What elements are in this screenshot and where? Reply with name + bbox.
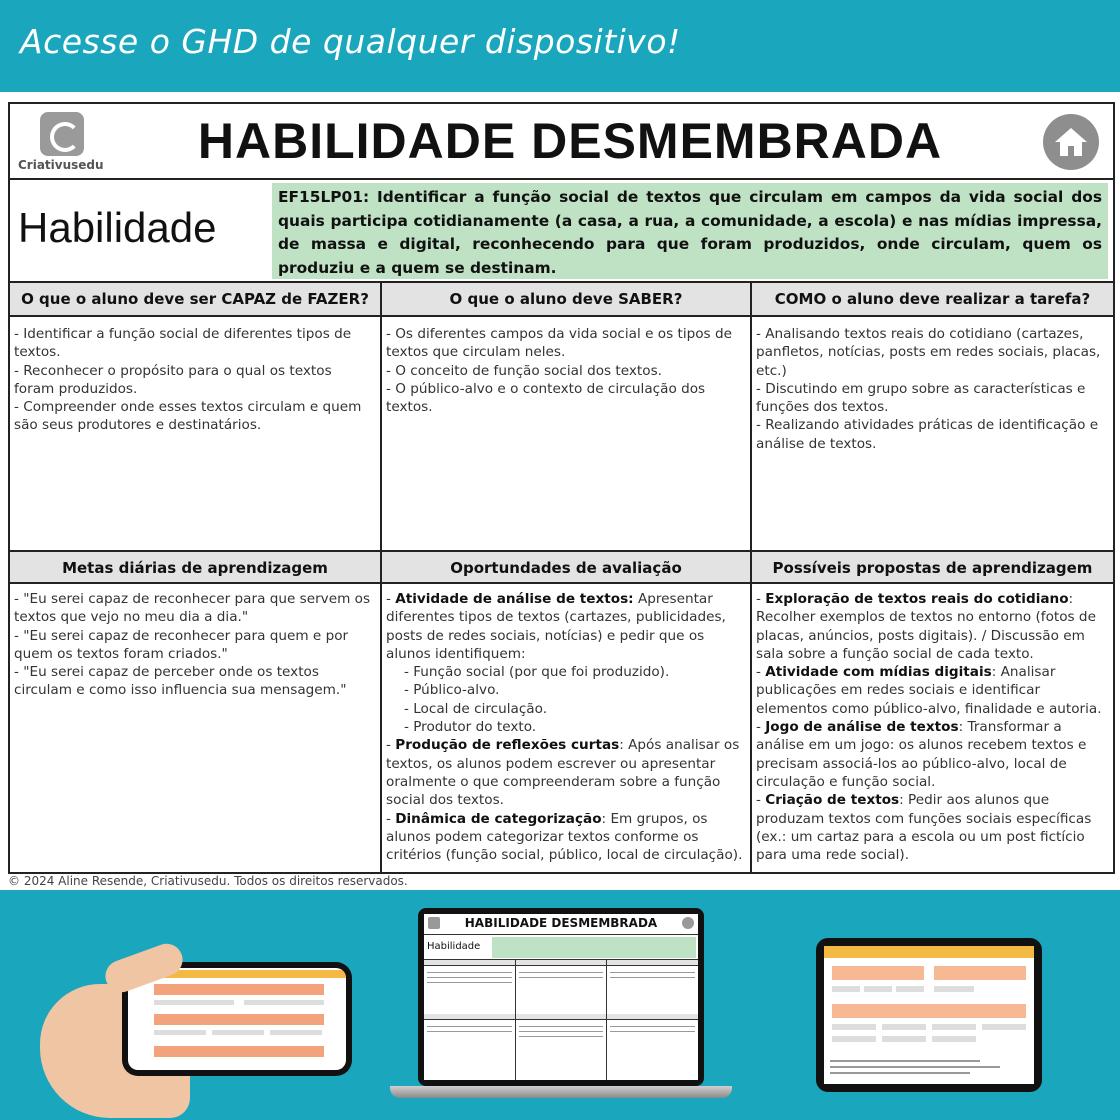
laptop-skill-box xyxy=(492,937,696,958)
laptop-base xyxy=(390,1086,732,1098)
laptop-cell-head xyxy=(516,1014,606,1020)
home-icon xyxy=(1053,124,1089,160)
phone-screen xyxy=(128,968,346,1070)
phone-block xyxy=(154,984,324,995)
copyright: © 2024 Aline Resende, Criativusedu. Todos os direitos reservados. xyxy=(8,874,408,888)
skill-label: Habilidade xyxy=(18,204,217,251)
skill-document xyxy=(8,102,1115,874)
tablet-text-line xyxy=(830,1072,970,1074)
tablet-text-line xyxy=(830,1066,1000,1068)
laptop-cell xyxy=(424,960,515,1080)
item-text: : Pedir aos alunos que produzam textos com funções sociais específicas (ex.: um cartaz para a escola ou um post fictício para uma rede social). xyxy=(756,792,1092,864)
column-header: Possíveis propostas de aprendizagem xyxy=(752,550,1113,584)
tablet-pill xyxy=(832,986,860,992)
tablet-pill xyxy=(832,1024,876,1030)
item-title: Produção de reflexões curtas xyxy=(395,737,620,754)
laptop-text-line xyxy=(427,982,512,983)
tablet-pill xyxy=(864,986,892,992)
item-text: : Após analisar os textos, os alunos podem escrever ou apresentar oralmente o que compreenderam sobre a função social dos textos. xyxy=(386,737,740,809)
list-item: - Compreender onde esses textos circulam e quem são seus produtores e destinatários. xyxy=(14,399,362,434)
sub-item: - Local de circulação. xyxy=(404,700,548,717)
phone-pill xyxy=(212,1030,264,1035)
list-item: - Identificar a função social de diferentes tipos de textos. xyxy=(14,326,352,361)
laptop-cell-head xyxy=(424,960,515,966)
laptop-text-line xyxy=(427,1031,512,1032)
phone-pill xyxy=(154,1030,206,1035)
item-title: Dinâmica de categorização xyxy=(395,810,602,827)
tablet-block xyxy=(832,1004,1026,1018)
laptop-cell xyxy=(606,960,698,1080)
column-header: O que o aluno deve ser CAPAZ de FAZER? xyxy=(10,283,380,317)
item-text: : Em grupos, os alunos podem categorizar textos conforme os critérios (função social, público, local de circulação). xyxy=(386,810,743,864)
tablet-block xyxy=(832,966,924,980)
list-item: - "Eu serei capaz de perceber onde os textos circulam e como isso influencia sua mensagem." xyxy=(14,664,347,699)
skill-description: EF15LP01: Identificar a função social de textos que circulam em campos da vida social dos quais participa cotidianamente (a casa, a rua, a comunidade, a escola) e nas mídias impressa, de massa e digital, reconhecendo para que foram produzidos, onde circulam, quem os produziu e a quem se destinam. xyxy=(272,183,1108,279)
tablet-pill xyxy=(832,1036,876,1042)
phone-block xyxy=(154,1014,324,1025)
column-capaz xyxy=(10,283,380,872)
laptop-cell-head xyxy=(607,960,698,966)
home-button[interactable] xyxy=(1043,114,1099,170)
list-item: - Os diferentes campos da vida social e os tipos de textos que circulam neles. xyxy=(386,326,732,361)
sub-item: - Função social (por que foi produzido). xyxy=(404,664,670,681)
laptop-cell xyxy=(515,960,606,1080)
device-mockups xyxy=(0,890,1120,1120)
column-body xyxy=(10,317,380,550)
laptop-text-line xyxy=(519,1031,603,1032)
list-item: - Exploração de textos reais do cotidiano: Recolher exemplos de textos no entorno (fotos de placas, anúncios, posts digitais). / Discussão em sala sobre a função social de cada texto. xyxy=(756,591,1096,662)
laptop-text-line xyxy=(610,972,695,973)
column-header: O que o aluno deve SABER? xyxy=(382,283,750,317)
column-body xyxy=(382,317,750,550)
tablet-pill xyxy=(882,1024,926,1030)
laptop-text-line xyxy=(519,972,603,973)
tablet-block xyxy=(934,966,1026,980)
list-item: - Analisando textos reais do cotidiano (cartazes, panfletos, notícias, posts em redes sociais, placas, etc.) xyxy=(756,326,1101,379)
laptop-title: HABILIDADE DESMEMBRADA xyxy=(464,916,658,930)
tablet-text-line xyxy=(830,1060,980,1062)
list-item: - Criação de textos: Pedir aos alunos que produzam textos com funções sociais específicas (ex.: um cartaz para a escola ou um post fictício para uma rede social). xyxy=(756,792,1092,864)
laptop-grid xyxy=(424,960,698,1080)
tablet-screen xyxy=(824,946,1034,1084)
logo-icon xyxy=(40,112,84,156)
item-text: : Analisar publicações em redes sociais e identificar elementos como público-alvo, finalidade e autoria. xyxy=(756,664,1102,717)
tablet-pill xyxy=(934,986,974,992)
list-item: - "Eu serei capaz de reconhecer para quem e por quem os textos foram criados." xyxy=(14,627,349,662)
list-item: - Reconhecer o propósito para o qual os textos foram produzidos. xyxy=(14,362,332,397)
laptop-text-line xyxy=(519,1036,603,1037)
column-header: Oportundades de avaliação xyxy=(382,550,750,584)
banner-text: Acesse o GHD de qualquer dispositivo! xyxy=(20,22,681,61)
page-title: HABILIDADE DESMEMBRADA xyxy=(197,113,943,169)
logo xyxy=(18,112,118,176)
tablet-pill xyxy=(896,986,924,992)
column-header: Metas diárias de aprendizagem xyxy=(10,550,380,584)
tablet-header-bar xyxy=(824,946,1034,958)
phone-pill xyxy=(270,1030,322,1035)
list-item: - Jogo de análise de textos: Transformar a análise em um jogo: os alunos recebem textos e precisam associá-los ao público-alvo, local de circulação e função social. xyxy=(756,719,1087,790)
tablet-pill xyxy=(882,1036,926,1042)
tablet-pill xyxy=(932,1024,976,1030)
list-item: - Atividade de análise de textos: Apresentar diferentes tipos de textos (cartazes, publicidades, posts de redes sociais, notícias) e pedir que os alunos identifiquem: xyxy=(386,591,726,662)
metas-body xyxy=(10,586,380,872)
phone-block xyxy=(154,1046,324,1057)
home-icon xyxy=(682,917,694,929)
laptop-text-line xyxy=(610,1031,695,1032)
list-item: - Atividade com mídias digitais: Analisar publicações em redes sociais e identificar elementos como público-alvo, finalidade e autoria. xyxy=(756,664,1102,717)
document-header xyxy=(10,104,1113,180)
laptop-text-line xyxy=(427,977,512,978)
phone-pill xyxy=(244,1000,324,1005)
item-text: : Recolher exemplos de textos no entorno (fotos de placas, anúncios, posts digitais). / Discussão em sala sobre a função social de cada texto. xyxy=(756,591,1096,662)
item-title: Exploração de textos reais do cotidiano xyxy=(765,591,1069,607)
avaliacao-body xyxy=(382,586,750,872)
list-item: - Discutindo em grupo sobre as características e funções dos textos. xyxy=(756,380,1086,416)
laptop-cell-head xyxy=(516,960,606,966)
sub-item: - Produtor do texto. xyxy=(404,719,537,736)
column-header: COMO o aluno deve realizar a tarefa? xyxy=(752,283,1113,317)
breakdown-grid xyxy=(10,283,1113,872)
list-item: - O conceito de função social dos textos. xyxy=(386,362,662,379)
list-item: - Dinâmica de categorização: Em grupos, os alunos podem categorizar textos conforme os critérios (função social, público, local de circulação). xyxy=(386,810,743,864)
list-item: - Realizando atividades práticas de identificação e análise de textos. xyxy=(756,417,1099,452)
top-banner xyxy=(0,0,1120,92)
laptop-mockup xyxy=(418,908,704,1086)
item-title: Atividade com mídias digitais xyxy=(765,664,992,681)
list-item: - O público-alvo e o contexto de circulação dos textos. xyxy=(386,380,706,416)
item-text: : Transformar a análise em um jogo: os alunos recebem textos e precisam associá-los ao público-alvo, local de circulação e função social. xyxy=(756,719,1087,790)
laptop-cell-head xyxy=(424,1014,515,1020)
laptop-skill-row xyxy=(424,934,698,960)
laptop-screen xyxy=(424,914,698,1080)
laptop-text-line xyxy=(610,1026,695,1027)
logo-text: Criativusedu xyxy=(18,158,104,172)
laptop-text-line xyxy=(519,977,603,978)
list-item: - Produção de reflexões curtas: Após analisar os textos, os alunos podem escrever ou apresentar oralmente o que compreenderam sobre a função social dos textos. xyxy=(386,737,740,809)
item-title: Jogo de análise de textos xyxy=(765,719,959,736)
item-title: Atividade de análise de textos: xyxy=(395,591,634,607)
column-body xyxy=(752,317,1113,550)
laptop-cell-head xyxy=(607,1014,698,1020)
sub-item: - Público-alvo. xyxy=(404,682,500,699)
item-text: Apresentar diferentes tipos de textos (cartazes, publicidades, posts de redes sociais, notícias) e pedir que os alunos identifiquem: xyxy=(386,591,726,662)
item-title: Criação de textos xyxy=(765,792,900,809)
laptop-text-line xyxy=(427,972,512,973)
column-como xyxy=(750,283,1113,872)
laptop-text-line xyxy=(427,1026,512,1027)
propostas-body xyxy=(752,586,1113,872)
tablet-mockup xyxy=(816,938,1042,1092)
skill-row xyxy=(10,180,1113,283)
tablet-pill xyxy=(982,1024,1026,1030)
laptop-text-line xyxy=(610,977,695,978)
tablet-pill xyxy=(932,1036,976,1042)
document-sheet xyxy=(0,92,1120,890)
list-item: - "Eu serei capaz de reconhecer para que servem os textos que vejo no meu dia a dia." xyxy=(14,591,371,626)
laptop-text-line xyxy=(519,1026,603,1027)
laptop-skill-label: Habilidade xyxy=(427,941,481,952)
column-saber xyxy=(380,283,750,872)
phone-pill xyxy=(154,1000,234,1005)
